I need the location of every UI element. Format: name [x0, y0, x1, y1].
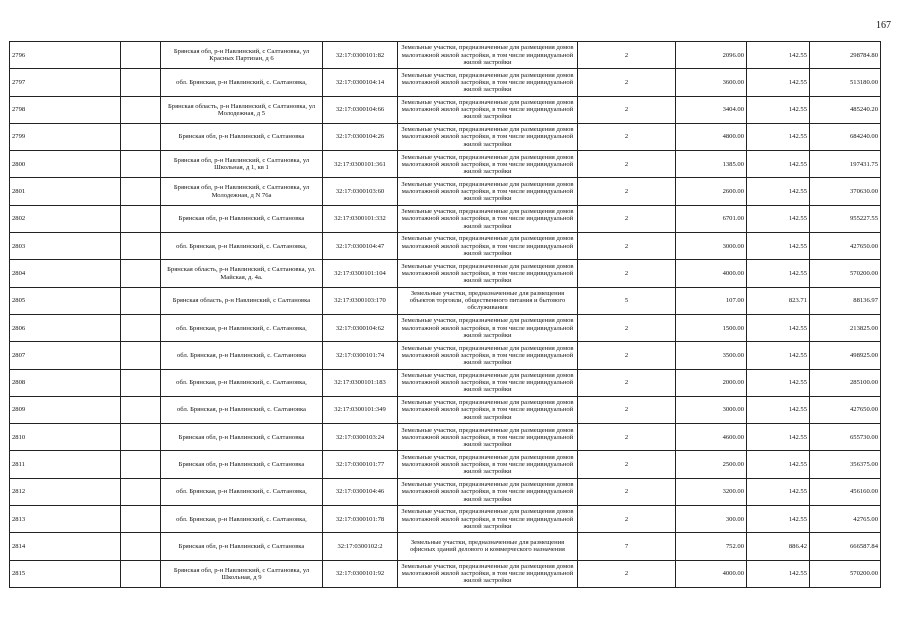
land-use-cell: Земельные участки, предназначенные для размещения домов малоэтажной жилой застройки, в том числе индивидуальной жилой застройки: [398, 151, 578, 178]
specific-value-cell: 142.55: [747, 178, 810, 205]
cadastral-value-cell: 88136.97: [810, 287, 881, 314]
cadastral-value-cell: 285100.00: [810, 369, 881, 396]
table-row: [10, 478, 881, 505]
address-cell: Брянская область, р-н Навлинский, с Салтановка, ул. Майская, д. 4а.: [161, 260, 323, 287]
cadastral-value-cell: 427650.00: [810, 396, 881, 423]
group-cell: 2: [578, 451, 676, 478]
area-cell: 2096.00: [676, 42, 747, 69]
specific-value-cell: 142.55: [747, 205, 810, 232]
specific-value-cell: 142.55: [747, 396, 810, 423]
row-number-cell: 2807: [10, 342, 121, 369]
specific-value-cell: 142.55: [747, 506, 810, 533]
cadastral-number-cell: 32:17:0300101:332: [323, 205, 398, 232]
spacer-cell: [121, 178, 161, 205]
group-cell: 2: [578, 42, 676, 69]
row-number-cell: 2803: [10, 233, 121, 260]
group-cell: 2: [578, 123, 676, 150]
group-cell: 2: [578, 314, 676, 341]
cadastral-number-cell: 32:17:0300103:170: [323, 287, 398, 314]
cadastral-value-cell: 456160.00: [810, 478, 881, 505]
address-cell: обл. Брянская, р-н Навлинский, с. Салтановка,: [161, 506, 323, 533]
table-row: [10, 287, 881, 314]
specific-value-cell: 142.55: [747, 424, 810, 451]
group-cell: 2: [578, 369, 676, 396]
group-cell: 2: [578, 96, 676, 123]
table-row: [10, 451, 881, 478]
land-use-cell: Земельные участки, предназначенные для размещения домов малоэтажной жилой застройки, в том числе индивидуальной жилой застройки: [398, 396, 578, 423]
cadastral-value-cell: 655730.00: [810, 424, 881, 451]
table-row: [10, 42, 881, 69]
cadastral-value-cell: 213825.00: [810, 314, 881, 341]
spacer-cell: [121, 478, 161, 505]
land-use-cell: Земельные участки, предназначенные для размещения домов малоэтажной жилой застройки, в том числе индивидуальной жилой застройки: [398, 178, 578, 205]
row-number-cell: 2798: [10, 96, 121, 123]
cadastral-value-cell: 570200.00: [810, 260, 881, 287]
group-cell: 2: [578, 151, 676, 178]
address-cell: Брянская область, р-н Навлинский, с Салтановка, ул Молодежная, д 5: [161, 96, 323, 123]
specific-value-cell: 142.55: [747, 69, 810, 96]
cadastral-value-cell: 570200.00: [810, 560, 881, 587]
land-use-cell: Земельные участки, предназначенные для размещения офисных зданий делового и коммерческого назначения: [398, 533, 578, 560]
row-number-cell: 2804: [10, 260, 121, 287]
cadastral-value-cell: 513180.00: [810, 69, 881, 96]
row-number-cell: 2812: [10, 478, 121, 505]
spacer-cell: [121, 506, 161, 533]
page-number: 167: [876, 20, 891, 31]
spacer-cell: [121, 287, 161, 314]
specific-value-cell: 886.42: [747, 533, 810, 560]
spacer-cell: [121, 260, 161, 287]
specific-value-cell: 142.55: [747, 451, 810, 478]
area-cell: 3600.00: [676, 69, 747, 96]
address-cell: обл. Брянская, р-н Навлинский, с. Салтановка,: [161, 314, 323, 341]
land-use-cell: Земельные участки, предназначенные для размещения домов малоэтажной жилой застройки, в том числе индивидуальной жилой застройки: [398, 123, 578, 150]
cadastral-value-cell: 955227.55: [810, 205, 881, 232]
group-cell: 7: [578, 533, 676, 560]
spacer-cell: [121, 342, 161, 369]
area-cell: 3500.00: [676, 342, 747, 369]
land-use-cell: Земельные участки, предназначенные для размещения домов малоэтажной жилой застройки, в том числе индивидуальной жилой застройки: [398, 233, 578, 260]
cadastral-value-cell: 356375.00: [810, 451, 881, 478]
cadastral-number-cell: 32:17:0300104:66: [323, 96, 398, 123]
spacer-cell: [121, 205, 161, 232]
specific-value-cell: 142.55: [747, 369, 810, 396]
specific-value-cell: 142.55: [747, 560, 810, 587]
spacer-cell: [121, 396, 161, 423]
specific-value-cell: 142.55: [747, 342, 810, 369]
spacer-cell: [121, 233, 161, 260]
spacer-cell: [121, 123, 161, 150]
land-use-cell: Земельные участки, предназначенные для размещения домов малоэтажной жилой застройки, в том числе индивидуальной жилой застройки: [398, 369, 578, 396]
area-cell: 6701.00: [676, 205, 747, 232]
table-row: [10, 178, 881, 205]
land-use-cell: Земельные участки, предназначенные для размещения домов малоэтажной жилой застройки, в том числе индивидуальной жилой застройки: [398, 314, 578, 341]
cadastral-value-cell: 197431.75: [810, 151, 881, 178]
group-cell: 2: [578, 205, 676, 232]
group-cell: 2: [578, 424, 676, 451]
specific-value-cell: 142.55: [747, 233, 810, 260]
cadastral-value-cell: 666587.84: [810, 533, 881, 560]
address-cell: обл. Брянская, р-н Навлинский, с. Салтановка: [161, 396, 323, 423]
table-row: [10, 560, 881, 587]
address-cell: Брянская обл, р-н Навлинский, с Салтановка: [161, 451, 323, 478]
address-cell: Брянская обл, р-н Навлинский, с Салтановка: [161, 424, 323, 451]
land-use-cell: Земельные участки, предназначенные для размещения домов малоэтажной жилой застройки, в том числе индивидуальной жилой застройки: [398, 260, 578, 287]
row-number-cell: 2796: [10, 42, 121, 69]
address-cell: обл. Брянская, р-н Навлинский, с. Салтановка: [161, 342, 323, 369]
cadastral-value-cell: 370630.00: [810, 178, 881, 205]
area-cell: 1385.00: [676, 151, 747, 178]
address-cell: обл. Брянская, р-н Навлинский, с. Салтановка,: [161, 69, 323, 96]
spacer-cell: [121, 560, 161, 587]
table-row: [10, 151, 881, 178]
cadastral-value-cell: 298784.80: [810, 42, 881, 69]
spacer-cell: [121, 369, 161, 396]
table-row: [10, 506, 881, 533]
row-number-cell: 2808: [10, 369, 121, 396]
cadastral-number-cell: 32:17:0300104:26: [323, 123, 398, 150]
area-cell: 752.00: [676, 533, 747, 560]
spacer-cell: [121, 424, 161, 451]
specific-value-cell: 142.55: [747, 478, 810, 505]
row-number-cell: 2799: [10, 123, 121, 150]
area-cell: 4800.00: [676, 123, 747, 150]
area-cell: 3200.00: [676, 478, 747, 505]
spacer-cell: [121, 69, 161, 96]
area-cell: 107.00: [676, 287, 747, 314]
specific-value-cell: 142.55: [747, 42, 810, 69]
table-row: [10, 396, 881, 423]
land-use-cell: Земельные участки, предназначенные для размещения домов малоэтажной жилой застройки, в том числе индивидуальной жилой застройки: [398, 560, 578, 587]
cadastral-number-cell: 32:17:0300104:47: [323, 233, 398, 260]
cadastral-number-cell: 32:17:0300103:60: [323, 178, 398, 205]
row-number-cell: 2815: [10, 560, 121, 587]
spacer-cell: [121, 451, 161, 478]
table-row: [10, 369, 881, 396]
group-cell: 2: [578, 69, 676, 96]
table-row: [10, 69, 881, 96]
spacer-cell: [121, 533, 161, 560]
address-cell: Брянская обл, р-н Навлинский, с Салтановка, ул Молодежная, д N 76а: [161, 178, 323, 205]
cadastral-value-cell: 485240.20: [810, 96, 881, 123]
area-cell: 4000.00: [676, 560, 747, 587]
table-row: [10, 123, 881, 150]
address-cell: обл. Брянская, р-н Навлинский, с. Салтановка,: [161, 478, 323, 505]
land-use-cell: Земельные участки, предназначенные для размещения домов малоэтажной жилой застройки, в том числе индивидуальной жилой застройки: [398, 205, 578, 232]
group-cell: 2: [578, 506, 676, 533]
table-row: [10, 533, 881, 560]
cadastral-number-cell: 32:17:0300101:82: [323, 42, 398, 69]
area-cell: 3000.00: [676, 396, 747, 423]
group-cell: 5: [578, 287, 676, 314]
land-use-cell: Земельные участки, предназначенные для размещения домов малоэтажной жилой застройки, в том числе индивидуальной жилой застройки: [398, 506, 578, 533]
cadastral-number-cell: 32:17:0300104:14: [323, 69, 398, 96]
row-number-cell: 2814: [10, 533, 121, 560]
land-registry-table: [9, 41, 881, 588]
area-cell: 4600.00: [676, 424, 747, 451]
cadastral-number-cell: 32:17:0300101:74: [323, 342, 398, 369]
group-cell: 2: [578, 260, 676, 287]
specific-value-cell: 823.71: [747, 287, 810, 314]
row-number-cell: 2801: [10, 178, 121, 205]
specific-value-cell: 142.55: [747, 123, 810, 150]
specific-value-cell: 142.55: [747, 96, 810, 123]
row-number-cell: 2811: [10, 451, 121, 478]
group-cell: 2: [578, 178, 676, 205]
cadastral-value-cell: 684240.00: [810, 123, 881, 150]
group-cell: 2: [578, 560, 676, 587]
group-cell: 2: [578, 342, 676, 369]
cadastral-value-cell: 498925.00: [810, 342, 881, 369]
area-cell: 2600.00: [676, 178, 747, 205]
spacer-cell: [121, 314, 161, 341]
cadastral-number-cell: 32:17:0300101:349: [323, 396, 398, 423]
table-row: [10, 314, 881, 341]
address-cell: Брянская область, р-н Навлинский, с Салтановка: [161, 287, 323, 314]
area-cell: 4000.00: [676, 260, 747, 287]
cadastral-value-cell: 42765.00: [810, 506, 881, 533]
cadastral-number-cell: 32:17:0300104:46: [323, 478, 398, 505]
table-row: [10, 96, 881, 123]
cadastral-number-cell: 32:17:0300101:77: [323, 451, 398, 478]
row-number-cell: 2805: [10, 287, 121, 314]
row-number-cell: 2797: [10, 69, 121, 96]
spacer-cell: [121, 42, 161, 69]
cadastral-number-cell: 32:17:0300101:92: [323, 560, 398, 587]
row-number-cell: 2806: [10, 314, 121, 341]
area-cell: 3404.00: [676, 96, 747, 123]
address-cell: Брянская обл, р-н Навлинский, с Салтановка: [161, 533, 323, 560]
table-row: [10, 424, 881, 451]
land-use-cell: Земельные участки, предназначенные для размещения домов малоэтажной жилой застройки, в том числе индивидуальной жилой застройки: [398, 42, 578, 69]
table-row: [10, 260, 881, 287]
land-use-cell: Земельные участки, предназначенные для размещения домов малоэтажной жилой застройки, в том числе индивидуальной жилой застройки: [398, 69, 578, 96]
land-use-cell: Земельные участки, предназначенные для размещения домов малоэтажной жилой застройки, в том числе индивидуальной жилой застройки: [398, 342, 578, 369]
land-use-cell: Земельные участки, предназначенные для размещения домов малоэтажной жилой застройки, в том числе индивидуальной жилой застройки: [398, 478, 578, 505]
address-cell: Брянская обл, р-н Навлинский, с Салтановка: [161, 205, 323, 232]
area-cell: 2000.00: [676, 369, 747, 396]
table-row: [10, 342, 881, 369]
specific-value-cell: 142.55: [747, 260, 810, 287]
table-body: [10, 42, 881, 588]
address-cell: Брянская обл, р-н Навлинский, с Салтановка, ул Красных Партизан, д 6: [161, 42, 323, 69]
cadastral-number-cell: 32:17:0300101:183: [323, 369, 398, 396]
land-use-cell: Земельные участки, предназначенные для размещения домов малоэтажной жилой застройки, в том числе индивидуальной жилой застройки: [398, 451, 578, 478]
cadastral-number-cell: 32:17:0300101:78: [323, 506, 398, 533]
row-number-cell: 2809: [10, 396, 121, 423]
row-number-cell: 2800: [10, 151, 121, 178]
land-use-cell: Земельные участки, предназначенные для размещения объектов торговли, общественного питания и бытового обслуживания: [398, 287, 578, 314]
table-row: [10, 205, 881, 232]
address-cell: Брянская обл, р-н Навлинский, с Салтановка: [161, 123, 323, 150]
land-use-cell: Земельные участки, предназначенные для размещения домов малоэтажной жилой застройки, в том числе индивидуальной жилой застройки: [398, 424, 578, 451]
address-cell: Брянская обл, р-н Навлинский, с Салтановка, ул Школьная, д 9: [161, 560, 323, 587]
address-cell: обл. Брянская, р-н Навлинский, с. Салтановка,: [161, 233, 323, 260]
cadastral-number-cell: 32:17:0300101:104: [323, 260, 398, 287]
address-cell: Брянская обл, р-н Навлинский, с Салтановка, ул Школьная, д 1, кв 1: [161, 151, 323, 178]
group-cell: 2: [578, 233, 676, 260]
cadastral-number-cell: 32:17:0300102:2: [323, 533, 398, 560]
row-number-cell: 2802: [10, 205, 121, 232]
group-cell: 2: [578, 478, 676, 505]
cadastral-number-cell: 32:17:0300101:361: [323, 151, 398, 178]
row-number-cell: 2810: [10, 424, 121, 451]
spacer-cell: [121, 151, 161, 178]
cadastral-value-cell: 427650.00: [810, 233, 881, 260]
area-cell: 1500.00: [676, 314, 747, 341]
specific-value-cell: 142.55: [747, 314, 810, 341]
address-cell: обл. Брянская, р-н Навлинский, с. Салтановка,: [161, 369, 323, 396]
row-number-cell: 2813: [10, 506, 121, 533]
specific-value-cell: 142.55: [747, 151, 810, 178]
land-use-cell: Земельные участки, предназначенные для размещения домов малоэтажной жилой застройки, в том числе индивидуальной жилой застройки: [398, 96, 578, 123]
cadastral-number-cell: 32:17:0300103:24: [323, 424, 398, 451]
spacer-cell: [121, 96, 161, 123]
area-cell: 3000.00: [676, 233, 747, 260]
area-cell: 2500.00: [676, 451, 747, 478]
table-row: [10, 233, 881, 260]
group-cell: 2: [578, 396, 676, 423]
cadastral-number-cell: 32:17:0300104:62: [323, 314, 398, 341]
area-cell: 300.00: [676, 506, 747, 533]
